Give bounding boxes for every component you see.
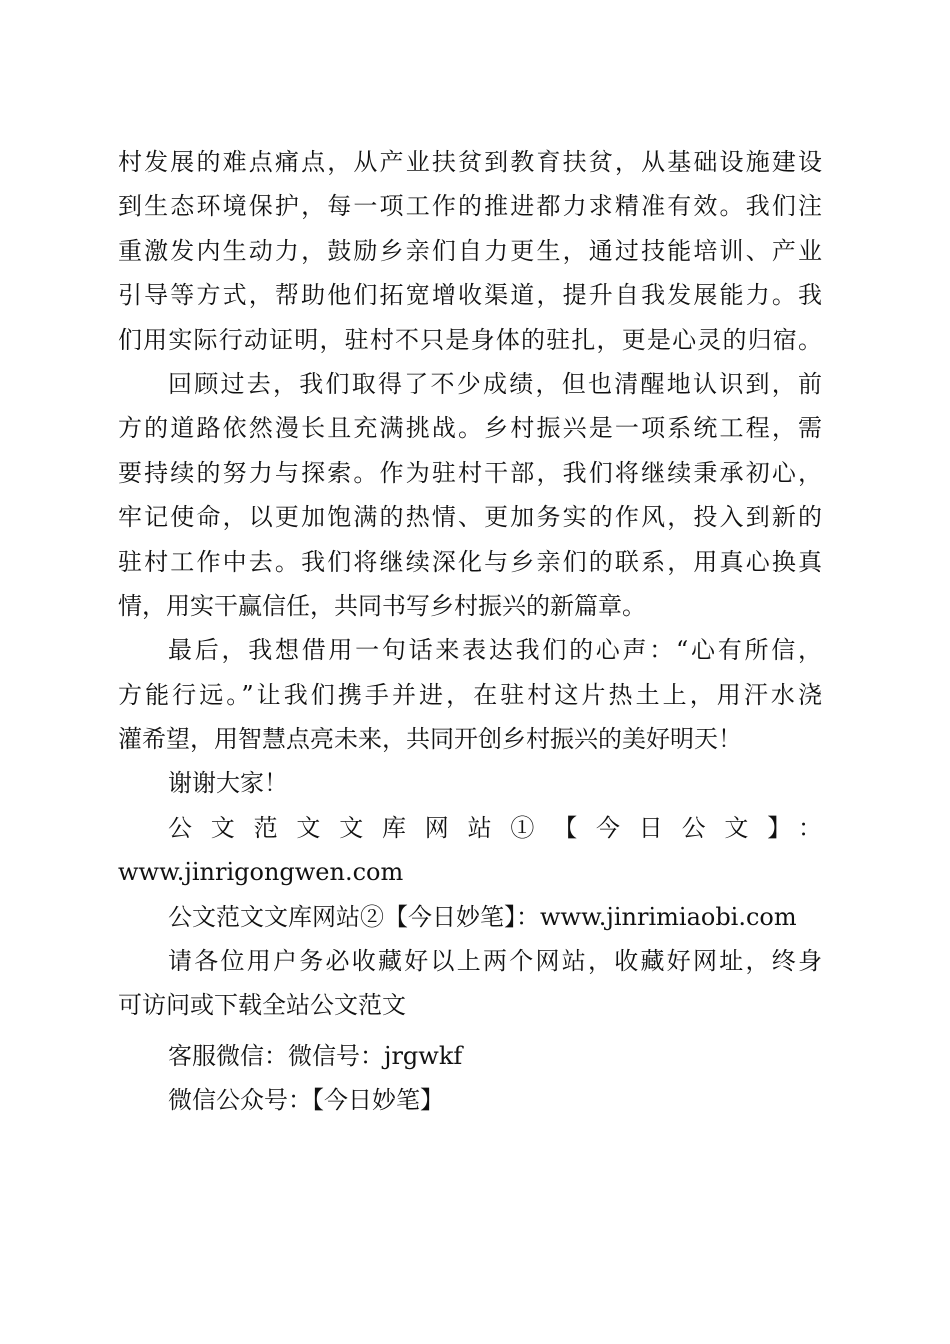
official-account-line: 微信公众号：【今日妙笔】: [168, 1086, 444, 1115]
text-line: 们用实际行动证明，驻村不只是身体的驻扎，更是心灵的归宿。: [118, 325, 822, 354]
paragraph-3: [118, 628, 822, 761]
text-line: 到生态环境保护，每一项工作的推进都力求精准有效。我们注: [118, 192, 822, 221]
text-line: 牢记使命，以更加饱满的热情、更加务实的作风，投入到新的: [118, 503, 822, 532]
text-line: 方能行远。”让我们携手并进，在驻村这片热土上，用汗水浇: [118, 680, 822, 709]
text-line: 回顾过去，我们取得了不少成绩，但也清醒地认识到，前: [168, 369, 822, 398]
site-1-label: 公文范文文库网站①【今日公文】：: [168, 813, 822, 842]
text-line: 请各位用户务必收藏好以上两个网站，收藏好网址，终身: [168, 947, 822, 976]
text-line: 要持续的努力与探索。作为驻村干部，我们将继续秉承初心，: [118, 458, 822, 487]
text-line: 情，用实干赢信任，共同书写乡村振兴的新篇章。: [118, 591, 646, 620]
paragraph-1: [118, 140, 822, 362]
text-line: 可访问或下载全站公文范文: [118, 991, 406, 1020]
site-2-line: 公文范文文库网站②【今日妙笔】：www.jinrimiaobi.com: [168, 902, 797, 931]
text-line: 方的道路依然漫长且充满挑战。乡村振兴是一项系统工程，需: [118, 414, 822, 443]
text-line: 重激发内生动力，鼓励乡亲们自力更生，通过技能培训、产业: [118, 236, 822, 265]
text-line: 灌希望，用智慧点亮未来，共同开创乡村振兴的美好明天！: [118, 725, 742, 754]
service-wechat-line: 客服微信：微信号：jrgwkf: [168, 1041, 463, 1070]
text-line: 引导等方式，帮助他们拓宽增收渠道，提升自我发展能力。我: [118, 281, 822, 310]
thanks-line: 谢谢大家！: [168, 769, 288, 798]
text-line: 驻村工作中去。我们将继续深化与乡亲们的联系，用真心换真: [118, 547, 822, 576]
text-line: 村发展的难点痛点，从产业扶贫到教育扶贫，从基础设施建设: [118, 148, 822, 176]
site-1-url: www.jinrigongwen.com: [118, 858, 404, 887]
text-line: 最后，我想借用一句话来表达我们的心声：“心有所信，: [168, 636, 822, 665]
paragraph-2: [118, 362, 822, 628]
document-page: [118, 140, 822, 1123]
notice-paragraph: [118, 939, 822, 1028]
